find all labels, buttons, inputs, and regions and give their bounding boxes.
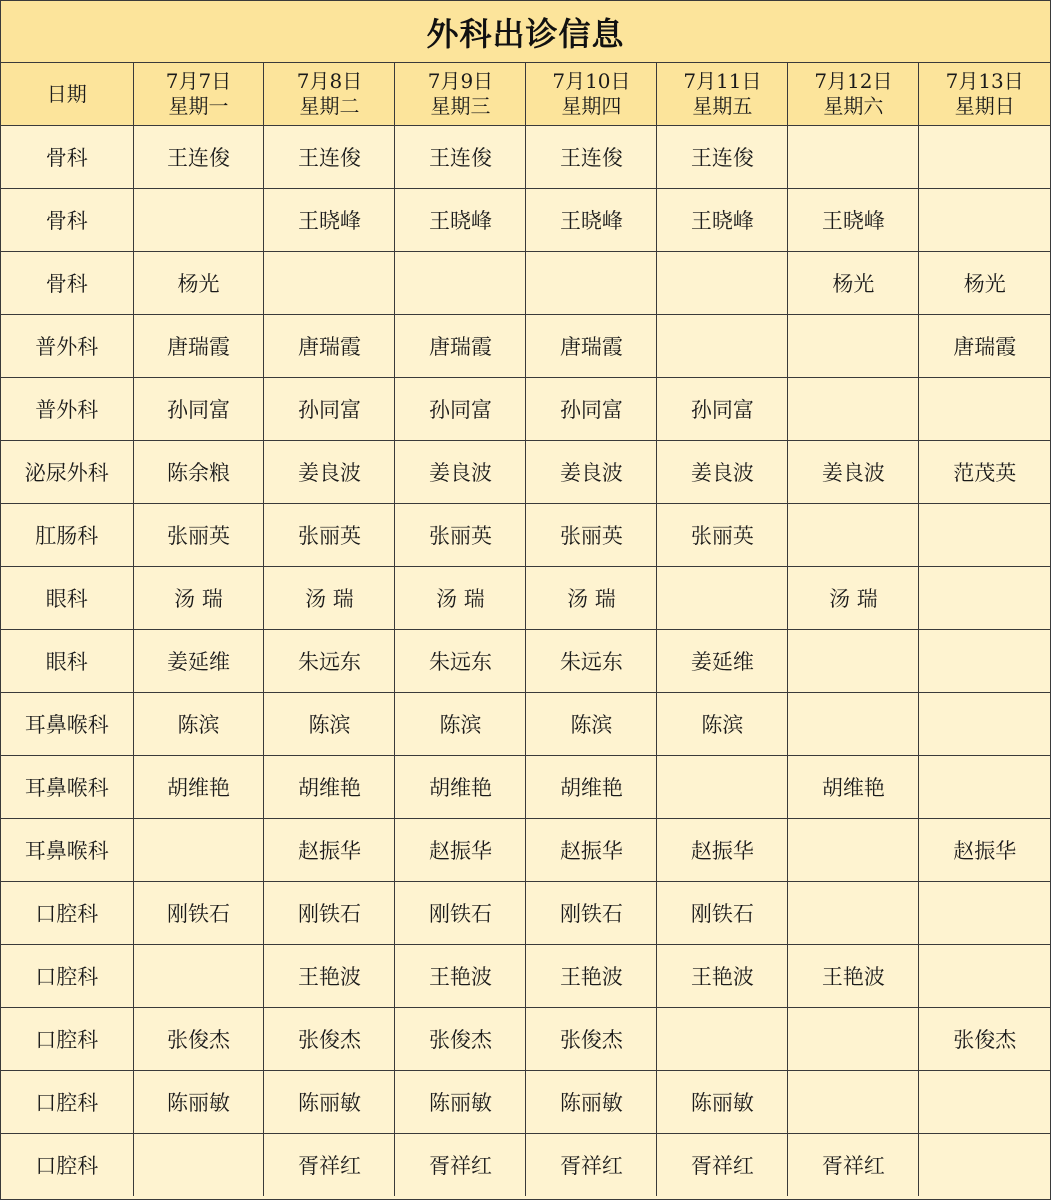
department-cell: 泌尿外科 <box>1 441 133 504</box>
doctor-cell: 陈丽敏 <box>264 1071 395 1134</box>
table-row <box>1 126 1050 189</box>
doctor-cell <box>657 1008 788 1071</box>
department-cell: 耳鼻喉科 <box>1 693 133 756</box>
doctor-cell <box>788 693 919 756</box>
day-date: 7月7日 <box>165 69 232 93</box>
doctor-cell: 汤 瑞 <box>133 567 264 630</box>
department-cell: 普外科 <box>1 315 133 378</box>
doctor-cell: 胥祥红 <box>788 1134 919 1197</box>
doctor-cell: 王晓峰 <box>657 189 788 252</box>
doctor-cell: 朱远东 <box>395 630 526 693</box>
department-cell: 口腔科 <box>1 1134 133 1197</box>
day-header <box>133 63 264 126</box>
doctor-cell <box>133 819 264 882</box>
table-row <box>1 819 1050 882</box>
doctor-cell <box>788 1008 919 1071</box>
doctor-cell: 汤 瑞 <box>788 567 919 630</box>
doctor-cell <box>919 882 1050 945</box>
department-cell: 口腔科 <box>1 945 133 1008</box>
doctor-cell: 范茂英 <box>919 441 1050 504</box>
doctor-cell: 王艳波 <box>526 945 657 1008</box>
doctor-cell: 孙同富 <box>133 378 264 441</box>
doctor-cell: 赵振华 <box>919 819 1050 882</box>
doctor-cell <box>788 504 919 567</box>
doctor-cell: 刚铁石 <box>133 882 264 945</box>
doctor-cell: 杨光 <box>788 252 919 315</box>
doctor-cell: 陈滨 <box>395 693 526 756</box>
doctor-cell: 王晓峰 <box>264 189 395 252</box>
doctor-cell <box>264 252 395 315</box>
doctor-cell <box>919 945 1050 1008</box>
doctor-cell: 王艳波 <box>657 945 788 1008</box>
doctor-cell: 王连俊 <box>657 126 788 189</box>
doctor-cell <box>526 252 657 315</box>
doctor-cell: 胥祥红 <box>395 1134 526 1197</box>
day-weekday: 星期三 <box>430 94 491 118</box>
doctor-cell: 姜延维 <box>133 630 264 693</box>
doctor-cell <box>133 189 264 252</box>
doctor-cell: 王连俊 <box>264 126 395 189</box>
day-weekday: 星期日 <box>954 94 1015 118</box>
doctor-cell: 唐瑞霞 <box>133 315 264 378</box>
doctor-cell: 胥祥红 <box>526 1134 657 1197</box>
doctor-cell: 胡维艳 <box>526 756 657 819</box>
day-weekday: 星期五 <box>692 94 753 118</box>
doctor-cell: 刚铁石 <box>264 882 395 945</box>
doctor-cell: 胡维艳 <box>395 756 526 819</box>
table-row <box>1 693 1050 756</box>
department-cell: 耳鼻喉科 <box>1 756 133 819</box>
doctor-cell <box>788 126 919 189</box>
doctor-cell: 张丽英 <box>133 504 264 567</box>
doctor-cell: 汤 瑞 <box>526 567 657 630</box>
day-header <box>264 63 395 126</box>
department-cell: 普外科 <box>1 378 133 441</box>
doctor-cell: 孙同富 <box>526 378 657 441</box>
doctor-cell: 胡维艳 <box>788 756 919 819</box>
table-row <box>1 378 1050 441</box>
doctor-cell: 张俊杰 <box>395 1008 526 1071</box>
table-row <box>1 756 1050 819</box>
doctor-cell: 王艳波 <box>264 945 395 1008</box>
doctor-cell: 张丽英 <box>657 504 788 567</box>
doctor-cell <box>919 1071 1050 1134</box>
doctor-cell: 孙同富 <box>395 378 526 441</box>
table-row <box>1 630 1050 693</box>
department-cell: 眼科 <box>1 630 133 693</box>
doctor-cell: 赵振华 <box>657 819 788 882</box>
doctor-cell <box>133 945 264 1008</box>
doctor-cell: 汤 瑞 <box>264 567 395 630</box>
doctor-cell: 杨光 <box>133 252 264 315</box>
doctor-cell <box>919 756 1050 819</box>
doctor-cell <box>788 630 919 693</box>
department-cell: 口腔科 <box>1 1008 133 1071</box>
day-header <box>395 63 526 126</box>
doctor-cell: 陈滨 <box>657 693 788 756</box>
schedule-body <box>1 126 1050 1197</box>
doctor-cell <box>133 1134 264 1197</box>
doctor-cell <box>657 756 788 819</box>
doctor-cell: 唐瑞霞 <box>919 315 1050 378</box>
doctor-cell: 朱远东 <box>526 630 657 693</box>
doctor-cell: 陈丽敏 <box>133 1071 264 1134</box>
day-date: 7月11日 <box>683 69 762 93</box>
doctor-cell: 王连俊 <box>526 126 657 189</box>
doctor-cell: 赵振华 <box>395 819 526 882</box>
table-row <box>1 1071 1050 1134</box>
doctor-cell: 张俊杰 <box>264 1008 395 1071</box>
doctor-cell: 姜延维 <box>657 630 788 693</box>
day-date: 7月9日 <box>427 69 494 93</box>
doctor-cell: 杨光 <box>919 252 1050 315</box>
doctor-cell <box>788 1071 919 1134</box>
doctor-cell: 姜良波 <box>788 441 919 504</box>
doctor-cell: 姜良波 <box>395 441 526 504</box>
doctor-cell: 王晓峰 <box>788 189 919 252</box>
doctor-cell: 王艳波 <box>395 945 526 1008</box>
doctor-cell: 胥祥红 <box>264 1134 395 1197</box>
department-cell: 骨科 <box>1 126 133 189</box>
schedule-table <box>1 63 1050 1196</box>
doctor-cell: 姜良波 <box>526 441 657 504</box>
doctor-cell: 陈滨 <box>133 693 264 756</box>
doctor-cell <box>657 252 788 315</box>
day-date: 7月10日 <box>552 69 631 93</box>
doctor-cell: 张丽英 <box>395 504 526 567</box>
table-row <box>1 882 1050 945</box>
department-cell: 口腔科 <box>1 882 133 945</box>
doctor-cell <box>919 189 1050 252</box>
day-weekday: 星期二 <box>299 94 360 118</box>
doctor-cell: 孙同富 <box>264 378 395 441</box>
doctor-cell: 刚铁石 <box>395 882 526 945</box>
doctor-cell: 王连俊 <box>395 126 526 189</box>
day-weekday: 星期六 <box>823 94 884 118</box>
doctor-cell: 刚铁石 <box>526 882 657 945</box>
doctor-cell: 张丽英 <box>264 504 395 567</box>
day-weekday: 星期一 <box>168 94 229 118</box>
header-row <box>1 63 1050 126</box>
doctor-cell <box>788 315 919 378</box>
doctor-cell: 陈滨 <box>526 693 657 756</box>
page-title: 外科出诊信息 <box>1 1 1050 63</box>
doctor-cell <box>788 882 919 945</box>
doctor-cell <box>919 504 1050 567</box>
doctor-cell <box>788 378 919 441</box>
department-cell: 骨科 <box>1 252 133 315</box>
day-date: 7月12日 <box>814 69 893 93</box>
doctor-cell: 胥祥红 <box>657 1134 788 1197</box>
table-row <box>1 567 1050 630</box>
doctor-cell: 张丽英 <box>526 504 657 567</box>
day-header <box>788 63 919 126</box>
table-row <box>1 441 1050 504</box>
doctor-cell <box>657 315 788 378</box>
table-row <box>1 315 1050 378</box>
doctor-cell: 赵振华 <box>526 819 657 882</box>
doctor-cell: 张俊杰 <box>526 1008 657 1071</box>
doctor-cell <box>919 630 1050 693</box>
doctor-cell: 陈丽敏 <box>395 1071 526 1134</box>
date-column-header: 日期 <box>1 63 133 126</box>
day-header <box>526 63 657 126</box>
doctor-cell: 孙同富 <box>657 378 788 441</box>
doctor-cell: 朱远东 <box>264 630 395 693</box>
day-header <box>657 63 788 126</box>
day-weekday: 星期四 <box>561 94 622 118</box>
doctor-cell: 姜良波 <box>657 441 788 504</box>
doctor-cell: 胡维艳 <box>133 756 264 819</box>
doctor-cell <box>919 693 1050 756</box>
table-row <box>1 1134 1050 1197</box>
doctor-cell: 王连俊 <box>133 126 264 189</box>
doctor-cell <box>657 567 788 630</box>
doctor-cell: 陈丽敏 <box>657 1071 788 1134</box>
doctor-cell: 唐瑞霞 <box>264 315 395 378</box>
doctor-cell: 赵振华 <box>264 819 395 882</box>
table-row <box>1 945 1050 1008</box>
doctor-cell: 汤 瑞 <box>395 567 526 630</box>
doctor-cell: 唐瑞霞 <box>526 315 657 378</box>
table-row <box>1 504 1050 567</box>
doctor-cell <box>919 1134 1050 1197</box>
doctor-cell <box>919 126 1050 189</box>
doctor-cell <box>919 567 1050 630</box>
doctor-cell: 张俊杰 <box>133 1008 264 1071</box>
table-row <box>1 1008 1050 1071</box>
day-date: 7月13日 <box>945 69 1024 93</box>
doctor-cell: 姜良波 <box>264 441 395 504</box>
doctor-cell <box>395 252 526 315</box>
doctor-cell: 张俊杰 <box>919 1008 1050 1071</box>
doctor-cell: 陈滨 <box>264 693 395 756</box>
doctor-cell <box>788 819 919 882</box>
doctor-cell: 刚铁石 <box>657 882 788 945</box>
table-row <box>1 252 1050 315</box>
department-cell: 口腔科 <box>1 1071 133 1134</box>
doctor-cell: 王晓峰 <box>526 189 657 252</box>
day-date: 7月8日 <box>296 69 363 93</box>
doctor-cell: 胡维艳 <box>264 756 395 819</box>
doctor-cell: 王艳波 <box>788 945 919 1008</box>
doctor-cell: 陈余粮 <box>133 441 264 504</box>
doctor-cell: 唐瑞霞 <box>395 315 526 378</box>
doctor-cell <box>919 378 1050 441</box>
department-cell: 肛肠科 <box>1 504 133 567</box>
day-header <box>919 63 1050 126</box>
department-cell: 骨科 <box>1 189 133 252</box>
department-cell: 眼科 <box>1 567 133 630</box>
table-row <box>1 189 1050 252</box>
department-cell: 耳鼻喉科 <box>1 819 133 882</box>
doctor-cell: 陈丽敏 <box>526 1071 657 1134</box>
doctor-cell: 王晓峰 <box>395 189 526 252</box>
